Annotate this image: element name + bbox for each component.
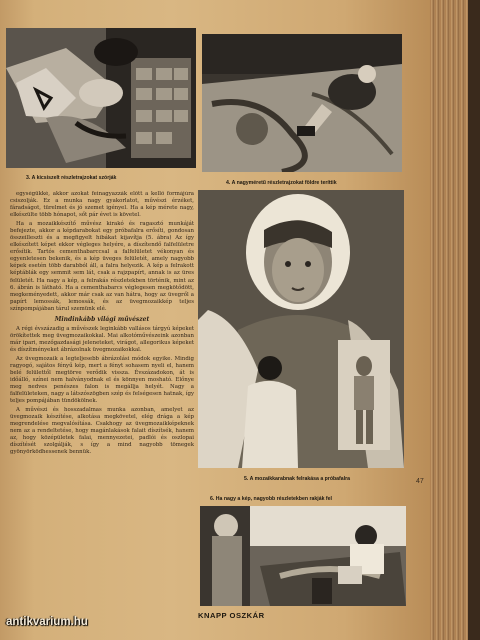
watermark-text: antikvarium.hu (6, 616, 88, 628)
section-subheading: Mindinkább világi művészet (54, 315, 150, 323)
photo-mosaic-portrait (198, 190, 404, 468)
photo-mounting-mosaic (200, 506, 406, 606)
caption-photo-4: 4. A nagyméretű részletrajzokat földre teríttik (226, 180, 337, 186)
photo-floor-drawing (202, 34, 402, 172)
caption-photo-5: 5. A mozaikkarabnak felrakása a próbafalra (244, 476, 351, 482)
caption-photo-6: 6. Ha nagy a kép, nagyobb részletekben rakják fel (210, 496, 332, 502)
photo-mosaic-hands (6, 28, 196, 168)
article-paragraph: Ha a mozaikkészítő művész kirakó és ragasztó munkáját befejezte, akkor a képdarabokat egy próbafalra erősíti, gondosan összeilleszti és a megfigyelt hibákat kijavítja (5. ábra) Az így elkészített képet ekkor végleges helyére, a díszítendő falfelületre erősítik. Tartós cementhabarccsal a falfelületet vékonyan és egyenletesen bekenik, és a kép üveges felületét, amely nagyobb képek esetén több darabból áll, a falra helyezik. A kép a felrakott képtáblák egy semmit sem lát, csak a rajzpapírt, annak is az üres felületét. Ha nagy a kép, a felrakás részletekben történik, mint az 6. ábrán is látható. Ha a cementhabarcs véglegesen megkötődött, megkeményedett, akkor már csak az van hátra, hogy az üvegről a papírt lemossák, lemossák, és az üvegmozaikkép teljes színpompájában tárul szemünk elé. (10, 220, 194, 312)
article-paragraph: Az üvegmozaik a legteljesebb ábrázolási módok egyike. Mindig ragyogó, sajátos fényű kép, mert a fényt sohasem nyeli el, hanem belé felülettől megtörve verődik vissza. Évszázadokon, át is időálló, színei nem halványodnak el és könnyen mosható. Előnye meg nedves penészes falon is megállja helyét. Nagy a falfelületeken, nagy a látszószögben szép és felségesen hatnak, így teljes pompájában tündökölnek. (10, 355, 194, 405)
caption-photo-3: 3. A kicsiszelt részletrajzokat szórják (26, 175, 117, 181)
article-column (10, 191, 194, 611)
article-paragraph: A régi évszázadig a művészek leginkább vallásos tárgyú képeket örökítettek meg üvegmozaikokkal. Mai alkotóművészeink azonban már ipari, mezőgazdasági jeleneteket, virágot, allegorikus képeket és díszítményeket ábrázolnak üvegmozaikokkal. (10, 326, 194, 354)
binding-shadow (468, 0, 480, 640)
article-paragraph: A művészi és hosszadalmas munka azonban, amelyet az üvegmozaik készítése, alkotása megkövetel, elég drága a kép megrendelése megvalósítása. Csakhogy az üvegmozaikképeknek nem az a rendeltetése, hogy magánlakások falait díszítsék, hanem az, hogy középületek falai, mennyezetei, padlói és oszlopai díszítését szolgálják, s így a mind nagyobb tömegek gyönyörködhessenek bennük. (10, 406, 194, 456)
page-number: 47 (416, 478, 424, 485)
author-signature: KNAPP OSZKÁR (198, 611, 265, 620)
article-paragraph: egységükké, akkor azokat feinagyazzák előtt a kellő formájúra csiszolják. Ez a munka nagy gyakorlatot, művészi érzéket, fáradságot, türelmet és jó szemet igényel. Ha a kép mérete nagy, elkészülte több hónapot, sőt pár évet is követel. (10, 191, 194, 219)
